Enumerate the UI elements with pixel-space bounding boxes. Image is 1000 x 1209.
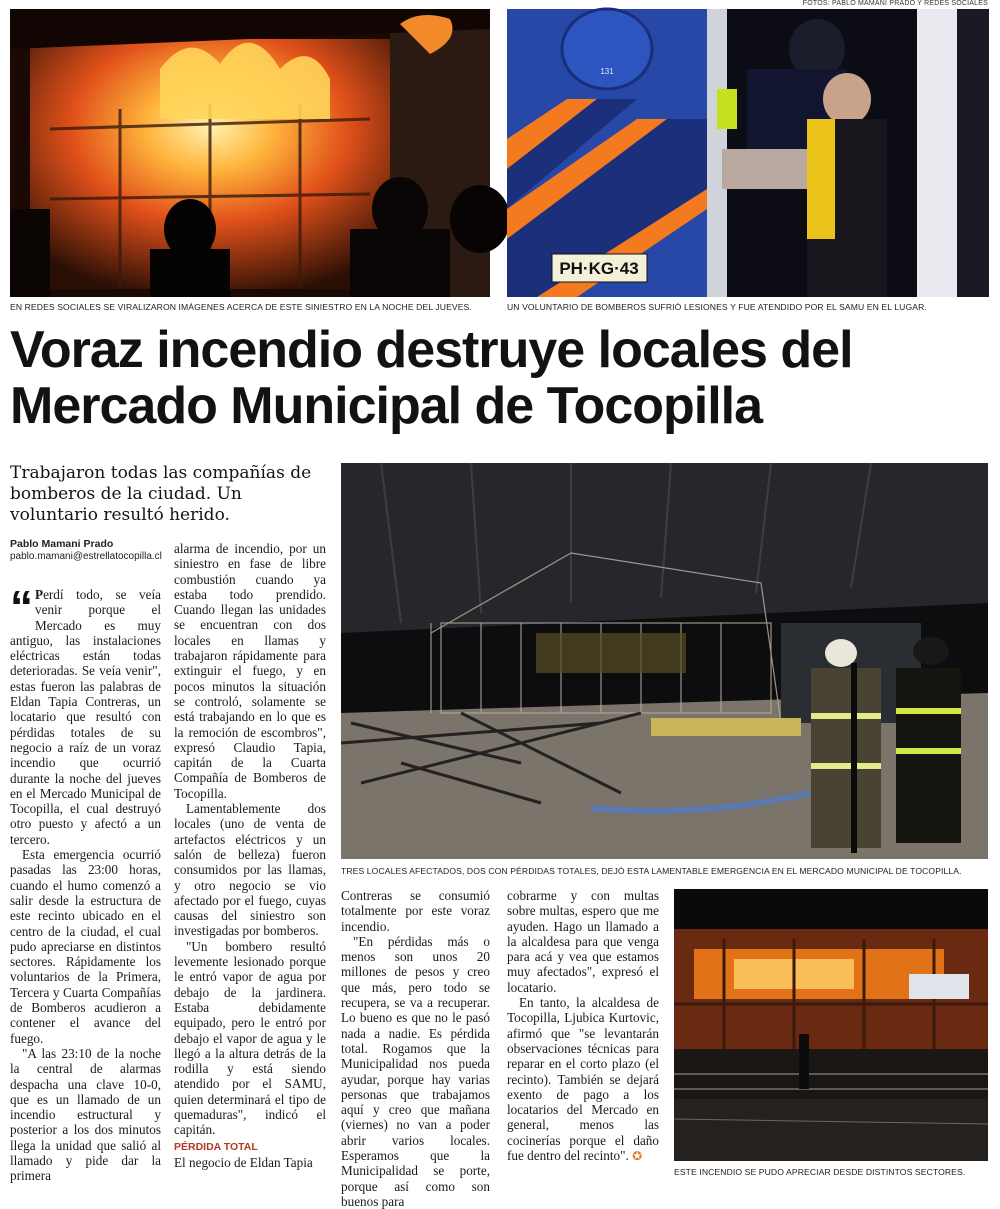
night-photo <box>674 889 988 1161</box>
paragraph-3: "A las 23:10 de la noche la central de alarmas despacha una clave 10-0, que es un llamado de un incendio estructural y posterior a los dos minutos llega la unidad que salió al llamado y pide dar la primera <box>10 1045 161 1184</box>
article-column-2 <box>174 541 326 1170</box>
lead-paragraph <box>10 581 161 847</box>
paragraph-7: El negocio de Eldan Tapia <box>174 1154 313 1170</box>
license-plate: PH·KG·43 <box>559 259 639 278</box>
fire-photo <box>10 9 490 297</box>
byline <box>10 538 162 562</box>
article-column-3 <box>341 888 490 1209</box>
paragraph-1: erdí todo, se veía venir porque el Mercado es muy antiguo, las instalaciones eléctricas están todas deterioradas. Se veía venir", estas fueron las palabras de Eldan Tapia Contreras, un locatario que resultó con pérdidas totales de su negocio a raíz de un voraz incendio que ocurrió durante la noche del jueves en el Mercado Municipal de Tocopilla, el cual destruyó otro puesto y afectó a un tercero. <box>10 587 161 847</box>
author-name: Pablo Mamani Prado <box>10 538 114 550</box>
deck-line-1: Trabajaron todas las compañías de <box>10 463 312 483</box>
headline-line-2: Mercado Municipal de Tocopilla <box>10 377 763 435</box>
paragraph-10: cobrarme y con multas sobre multas, espero que me ayuden. Hago un llamado a la alcaldesa para que venga para acá y vea que estamos muy afectados", expresó el locatario. <box>507 888 659 995</box>
paragraph-11 <box>507 995 659 1164</box>
paragraph-11-text: En tanto, la alcaldesa de Tocopilla, Ljubica Kurtovic, afirmó que "se levantarán observaciones técnicas para reparar en el corto plazo (el recinto). También se dejará exento de pago a los locatarios del Mercado en general, menos las cocinerías porque el daño fue dentro del recinto". <box>507 995 659 1164</box>
paragraph-8: Contreras se consumió totalmente por este voraz incendio. <box>341 888 490 934</box>
headline <box>10 322 990 434</box>
article-column-4 <box>507 888 659 1164</box>
paragraph-2: Esta emergencia ocurrió pasadas las 23:00 horas, cuando el humo comenzó a salir desde la estructura de este recinto ubicado en el centro de la ciudad, el cual pudo apreciarse en distintos sectores. Rápidamente los voluntarios de la Primera, Tercera y Cuarta Compañías de Bomberos acudieron a contener el avance del fuego. <box>10 847 161 1046</box>
end-mark-icon: ✪ <box>632 1149 643 1164</box>
author-email: pablo.mamani@estrellatocopilla.cl <box>10 551 162 562</box>
article-column-1 <box>10 581 161 1184</box>
ambulance-photo-caption: UN VOLUNTARIO DE BOMBEROS SUFRIÓ LESIONES Y FUE ATENDIDO POR EL SAMU EN EL LUGAR. <box>507 302 927 312</box>
photo-credit: FOTOS: PABLO MAMANI PRADO Y REDES SOCIALES <box>802 0 988 7</box>
market-photo <box>341 463 988 859</box>
night-photo-caption: ESTE INCENDIO SE PUDO APRECIAR DESDE DISTINTOS SECTORES. <box>674 1167 966 1177</box>
paragraph-6: "Un bombero resultó levemente lesionado porque le entró vapor de agua por debajo de la jardinera. Estaba debidamente equipado, pero le entró por debajo el vapor de agua y le llegó a la altura detrás de la rodilla y está siendo atendido por el SAMU, quien determinará el tipo de quemaduras", indicó el capitán. <box>174 938 326 1138</box>
market-photo-caption: TRES LOCALES AFECTADOS, DOS CON PÉRDIDAS TOTALES, DEJÓ ESTA LAMENTABLE EMERGENCIA EN EL MERCADO MUNICIPAL DE TOCOPILLA. <box>341 866 962 876</box>
paragraph-9: "En pérdidas más o menos son unos 20 millones de pesos y creo que más, pero todo se recupera, se va a recuperar. Lo bueno es que no le pasó nada a nadie. Es pérdida total. Rogamos que la Municipalidad nos pueda ayudar, porque hay varias personas que trabajamos aquí y creo que mañana (viernes) no van a poder abrir varios locales. Esperamos que la Municipalidad se porte, porque así como son buenos para <box>341 933 490 1209</box>
deck-line-3: voluntario resultó herido. <box>10 505 230 525</box>
deck-line-2: bomberos de la ciudad. Un <box>10 484 242 504</box>
drop-cap: P <box>35 587 44 602</box>
headline-line-1: Voraz incendio destruye locales del <box>10 321 853 379</box>
paragraph-4: alarma de incendio, por un siniestro en fase de libre combustión cuando ya estaba todo prendido. Cuando llegan las unidades se encuentran con dos locales en llamas y trabajaron rápidamente para extinguir el fuego, y en pocos minutos la situación se controló, solamente se está trabajando en lo que es la remoción de escombros", expresó Claudio Tapia, capitán de la Cuarta Compañía de Bomberos de Tocopilla. <box>174 541 326 801</box>
unit-number: 131 <box>600 67 614 76</box>
opening-quote-mark: “ <box>10 581 33 633</box>
subhead-perdida-total: PÉRDIDA TOTAL <box>174 1140 258 1153</box>
deck <box>10 463 330 526</box>
ambulance-photo <box>507 9 989 297</box>
paragraph-5: Lamentablemente dos locales (uno de venta de artefactos eléctricos y un salón de belleza) fueron consumidos por las llamas, y otro negocio se vio afectado por el fuego, cuyas causas del siniestro son investigadas por bomberos. <box>174 801 326 939</box>
fire-photo-caption: EN REDES SOCIALES SE VIRALIZARON IMÁGENES ACERCA DE ESTE SINIESTRO EN LA NOCHE DEL JUEVES. <box>10 302 472 312</box>
